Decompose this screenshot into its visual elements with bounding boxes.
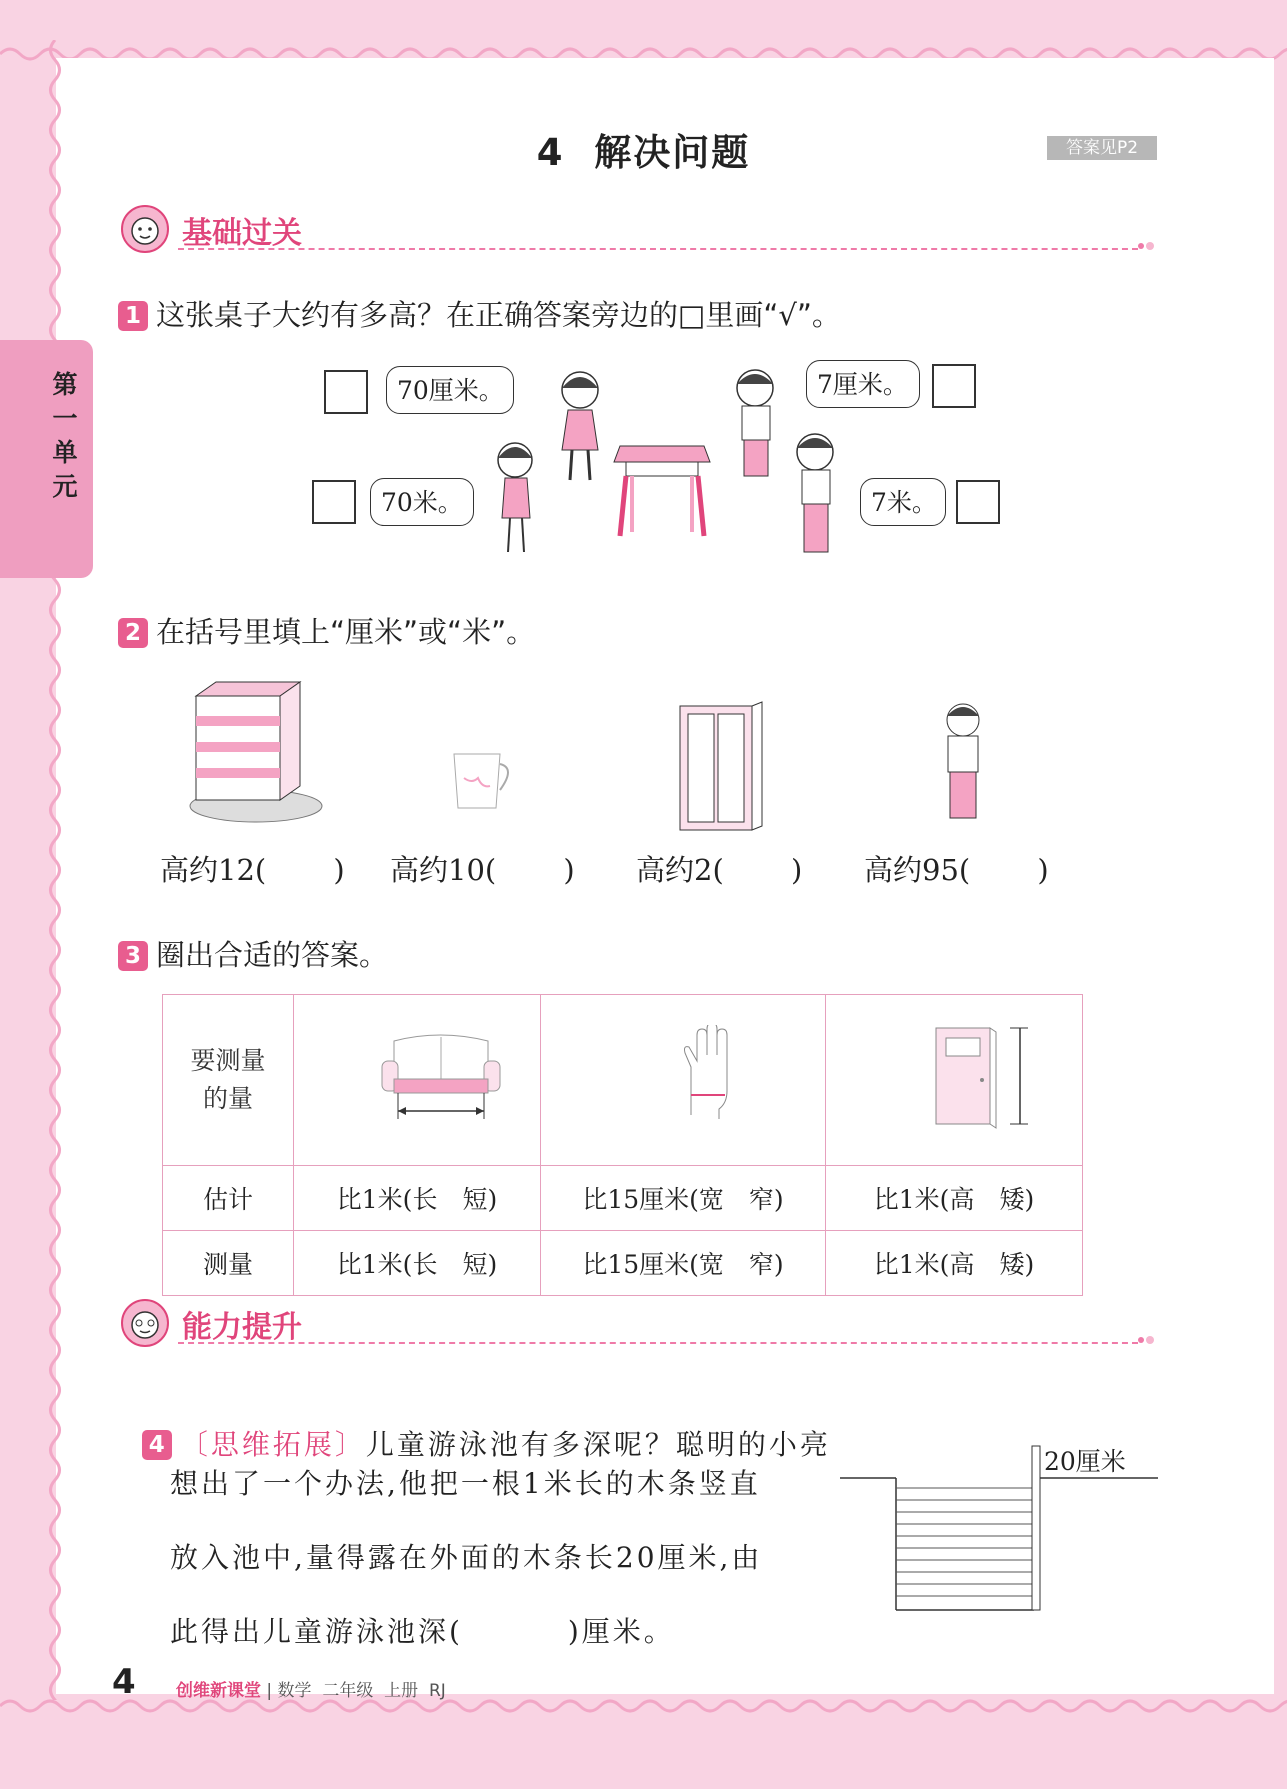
answer-checkbox-70cm[interactable] [324, 370, 368, 414]
row-header-measure: 测量 [163, 1231, 294, 1296]
answer-reference-badge: 答案见P2 [1047, 136, 1157, 160]
estimate-sofa-choice[interactable]: 比1米(长 短) [294, 1166, 541, 1231]
question-4-line-1 [118, 1390, 831, 1463]
sofa-icon [378, 1027, 504, 1127]
height-label-boy: 高约95( ) [864, 853, 1049, 887]
measurement-table [162, 994, 1083, 1296]
estimate-door-choice[interactable]: 比1米(高 矮) [826, 1166, 1083, 1231]
boys-illustration [720, 360, 850, 560]
desk-illustration [612, 444, 712, 540]
question-2-number: 2 [118, 618, 148, 648]
speech-bubble-70cm: 70厘米。 [386, 366, 514, 414]
thinking-extension-tag: 〔思维拓展〕 [179, 1428, 366, 1461]
footer-brand: 创维新课堂 [176, 1681, 261, 1701]
pink-dots-icon [1136, 238, 1158, 254]
question-1 [118, 293, 841, 334]
speech-bubble-7cm: 7厘米。 [806, 360, 920, 408]
wardrobe-illustration [676, 700, 766, 834]
left-wave-border [44, 40, 66, 1700]
question-1-number: 1 [118, 301, 148, 331]
table-row [163, 1166, 1083, 1231]
measure-sofa-choice[interactable]: 比1米(长 短) [294, 1231, 541, 1296]
section-basic-heading [118, 204, 1158, 254]
answer-checkbox-70m[interactable] [312, 480, 356, 524]
question-4-number: 4 [142, 1430, 172, 1460]
question-4-text-line-2: 想出了一个办法,他把一根1米长的木条竖直 [170, 1467, 761, 1500]
question-2 [118, 610, 535, 651]
question-3-number: 3 [118, 941, 148, 971]
speech-bubble-70m: 70米。 [370, 478, 474, 526]
question-3 [118, 933, 388, 974]
unit-side-tab[interactable] [0, 340, 93, 578]
lesson-title: 4 解决问题 [536, 131, 751, 174]
section-ability-label: 能力提升 [182, 1310, 302, 1345]
boy-illustration [936, 700, 990, 830]
footer-book-info: 数学 二年级 上册 RJ [277, 1681, 446, 1701]
sofa-cell [294, 995, 541, 1166]
table-row [163, 1231, 1083, 1296]
pink-dots-icon [1136, 1332, 1158, 1348]
cartoon-girl-icon [118, 204, 172, 254]
answer-checkbox-7m[interactable] [956, 480, 1000, 524]
answer-checkbox-7cm[interactable] [932, 364, 976, 408]
stick-exposed-length-label: 20厘米 [1044, 1447, 1126, 1476]
question-4-text-line-1: 儿童游泳池有多深呢？聪明的小亮 [365, 1428, 831, 1461]
page-number: 4 [112, 1662, 136, 1702]
measure-hand-choice[interactable]: 比15厘米(宽 窄) [541, 1231, 826, 1296]
row-header-target: 要测量 的量 [163, 995, 294, 1166]
question-4-text-line-3: 放入池中,量得露在外面的木条长20厘米,由 [170, 1541, 763, 1574]
question-4-text-line-4: 此得出儿童游泳池深( )厘米。 [170, 1615, 675, 1648]
door-icon [926, 1024, 1030, 1130]
estimate-hand-choice[interactable]: 比15厘米(宽 窄) [541, 1166, 826, 1231]
row-header-estimate: 估计 [163, 1166, 294, 1231]
building-illustration [186, 676, 326, 826]
cup-illustration [448, 748, 518, 814]
table-row [163, 995, 1083, 1166]
girls-illustration [480, 360, 630, 560]
hand-cell [541, 995, 826, 1166]
unit-tab-label: 第一单元 [52, 370, 78, 501]
height-label-cup: 高约10( ) [390, 853, 575, 887]
question-2-text: 在括号里填上“厘米”或“米”。 [156, 615, 536, 649]
height-label-wardrobe: 高约2( ) [636, 853, 803, 887]
question-3-text: 圈出合适的答案。 [156, 938, 389, 972]
height-label-building: 高约12( ) [160, 853, 345, 887]
section-ability-heading [118, 1298, 1158, 1348]
hand-icon [677, 1025, 737, 1129]
question-1-text: 这张桌子大约有多高？在正确答案旁边的□里画“√”。 [156, 298, 841, 332]
measure-door-choice[interactable]: 比1米(高 矮) [826, 1231, 1083, 1296]
footer-info: 创维新课堂 | 数学 二年级 上册 RJ [176, 1681, 446, 1701]
door-cell [826, 995, 1083, 1166]
speech-bubble-7m: 7米。 [860, 478, 946, 526]
section-basic-label: 基础过关 [182, 216, 302, 251]
cartoon-grandpa-icon [118, 1298, 172, 1348]
